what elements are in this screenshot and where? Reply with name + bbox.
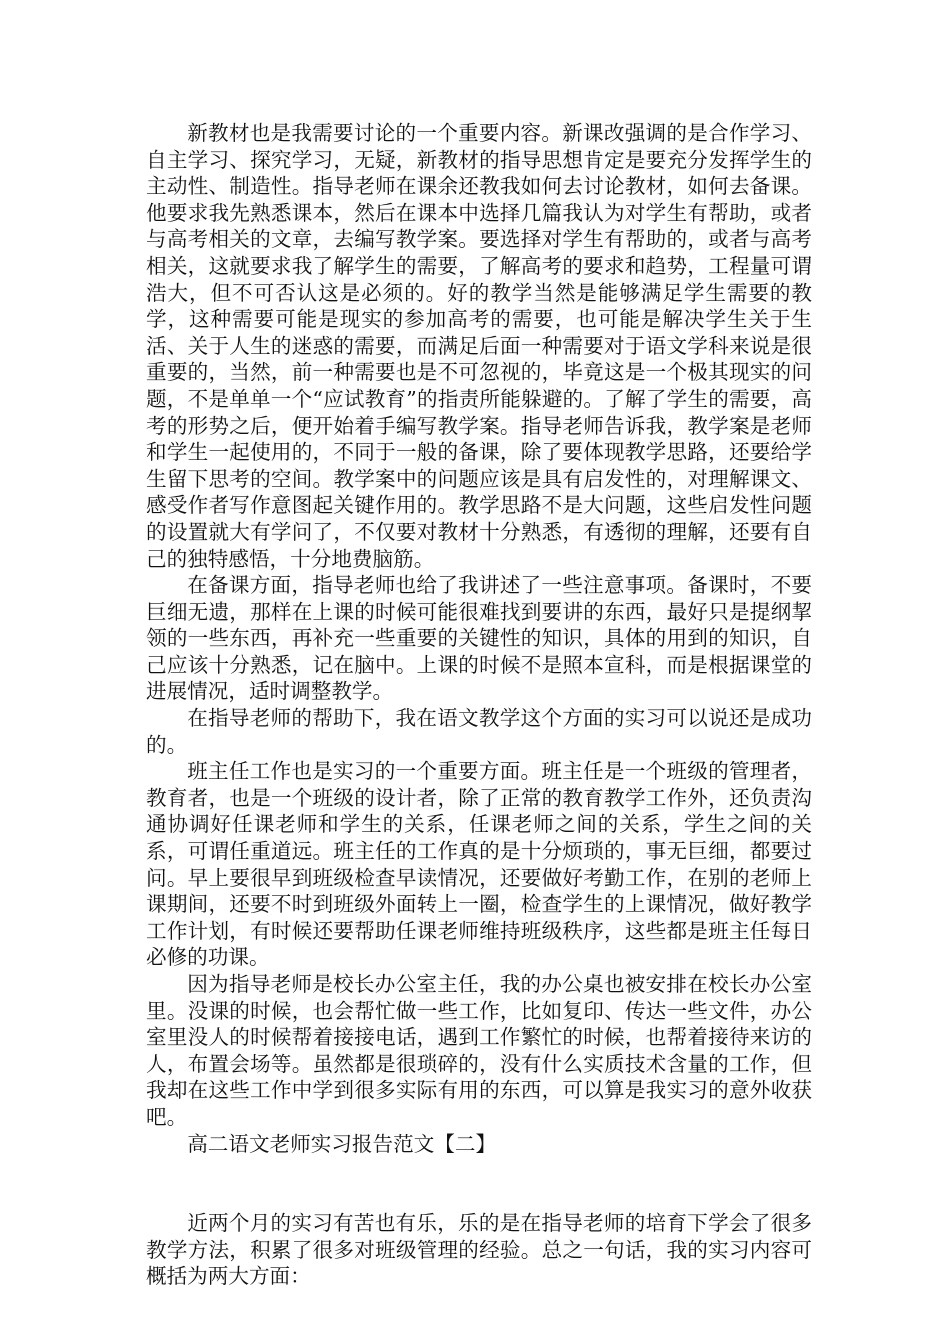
paragraph-teaching-success: 在指导老师的帮助下，我在语文教学这个方面的实习可以说还是成功的。 — [146, 706, 812, 757]
paragraph-new-textbook: 新教材也是我需要讨论的一个重要内容。新课改强调的是合作学习、自主学习、探究学习，无疑，新教材的指导思想肯定是要充分发挥学生的主动性、制造性。指导老师在课余还教我如何去讨论教材，如何去备课。他要求我先熟悉课本，然后在课本中选择几篇我认为对学生有帮助，或者与高考相关的文章，去编写教学案。要选择对学生有帮助的，或者与高考相关，这就要求我了解学生的需要，了解高考的要求和趋势，工程量可谓浩大，但不可否认这是必须的。好的教学当然是能够满足学生需要的教学，这种需要可能是现实的参加高考的需要，也可能是解决学生关于生活、关于人生的迷惑的需要，而满足后面一种需要对于语文学科来说是很重要的，当然，前一种需要也是不可忽视的，毕竟这是一个极其现实的问题，不是单单一个“应试教育”的指责所能躲避的。了解了学生的需要，高考的形势之后，便开始着手编写教学案。指导老师告诉我，教学案是老师和学生一起使用的，不同于一般的备课，除了要体现教学思路，还要给学生留下思考的空间。教学案中的问题应该是具有启发性的，对理解课文、感受作者写作意图起关键作用的。教学思路不是大问题，这些启发性问题的设置就大有学问了，不仅要对教材十分熟悉，有透彻的理解，还要有自己的独特感悟，十分地费脑筋。 — [146, 121, 812, 571]
paragraph-office-work: 因为指导老师是校长办公室主任，我的办公桌也被安排在校长办公室里。没课的时候，也会帮忙做一些工作，比如复印、传达一些文件，办公室里没人的时候帮着接接电话，遇到工作繁忙的时候，也帮着接待来访的人，布置会场等。虽然都是很琐碎的，没有什么实质技术含量的工作，但我却在这些工作中学到很多实际有用的东西，可以算是我实习的意外收获吧。 — [146, 972, 812, 1129]
paragraph-intro-part-two: 近两个月的实习有苦也有乐，乐的是在指导老师的培育下学会了很多教学方法，积累了很多对班级管理的经验。总之一句话，我的实习内容可概括为两大方面： — [146, 1211, 812, 1289]
section-heading: 高二语文老师实习报告范文【二】 — [187, 1131, 497, 1156]
paragraph-head-teacher: 班主任工作也是实习的一个重要方面。班主任是一个班级的管理者，教育者，也是一个班级的设计者，除了正常的教育教学工作外，还负责沟通协调好任课老师和学生的关系，任课老师之间的关系，学生之间的关系，可谓任重道远。班主任的工作真的是十分烦琐的，事无巨细，都要过问。早上要很早到班级检查早读情况，还要做好考勤工作，在别的老师上课期间，还要不时到班级外面转上一圈，检查学生的上课情况，做好教学工作计划，有时候还要帮助任课老师维持班级秩序，这些都是班主任每日必修的功课。 — [146, 759, 812, 970]
paragraph-lesson-prep: 在备课方面，指导老师也给了我讲述了一些注意事项。备课时，不要巨细无遗，那样在上课的时候可能很难找到要讲的东西，最好只是提纲挈领的一些东西，再补充一些重要的关键性的知识，具体的用到的知识，自己应该十分熟悉，记在脑中。上课的时候不是照本宣科，而是根据课堂的进展情况，适时调整教学。 — [146, 573, 812, 704]
document-body — [146, 120, 812, 1290]
